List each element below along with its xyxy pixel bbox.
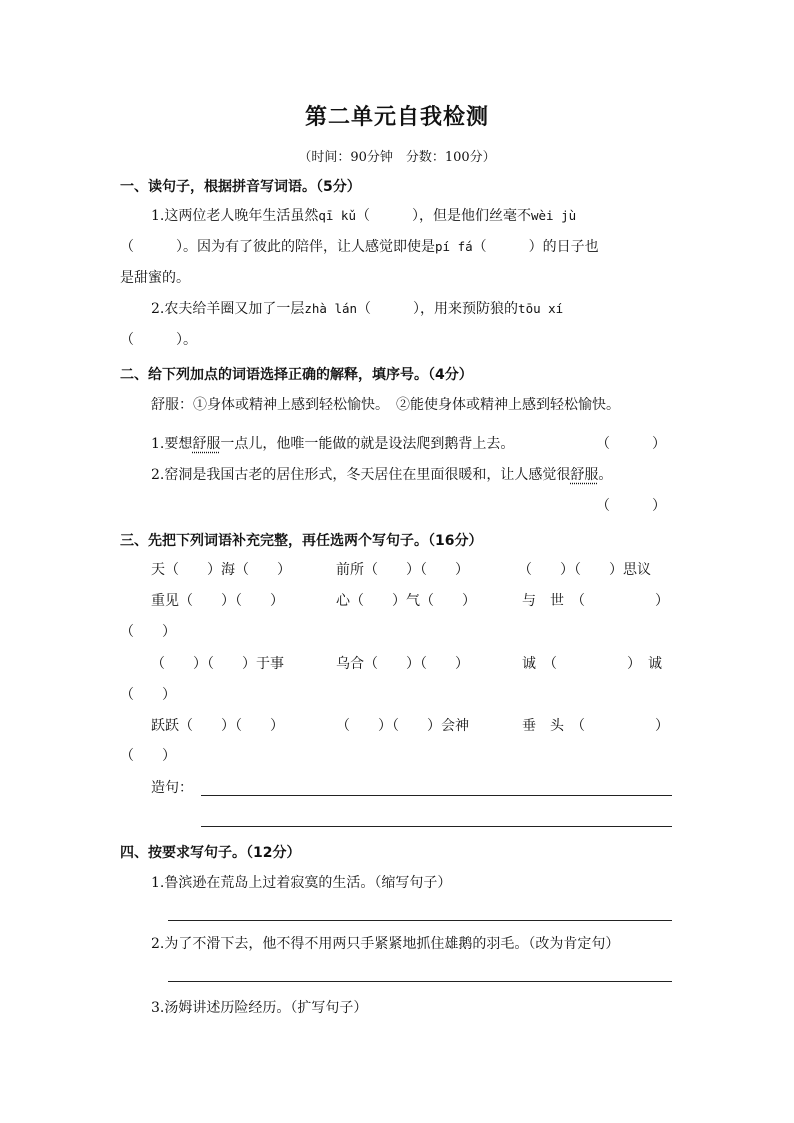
s2-q1 bbox=[151, 434, 514, 454]
s1-q2-text-b: （ ），用来预防狼的 bbox=[357, 301, 519, 317]
s2-q2-text-b: 。 bbox=[598, 467, 613, 483]
s1-q2-line1 bbox=[151, 299, 563, 319]
s1-q1-text-b: （ ），但是他们丝毫不 bbox=[356, 208, 531, 224]
s3-r1-c2: 前所（ ）（ ） bbox=[336, 562, 469, 578]
s1-q1-pinyin-1: qī kǔ bbox=[318, 208, 356, 223]
s1-q1-pinyin-2: wèi jù bbox=[531, 208, 577, 223]
s2-def-word: 舒服 bbox=[151, 397, 179, 413]
s3-r2-c2: 心（ ）气（ ） bbox=[336, 593, 476, 609]
s1-q1-text-e: 是甜蜜的。 bbox=[120, 270, 190, 286]
section-1-heading: 一、读句子，根据拼音写词语。（5分） bbox=[120, 179, 361, 195]
s4-q1: 1.鲁滨逊在荒岛上过着寂寞的生活。（缩写句子） bbox=[151, 875, 452, 891]
s2-q1-text-b: 一点儿，他唯一能做的就是设法爬到鹅背上去。 bbox=[220, 436, 515, 452]
s3-r1-c3: （ ）（ ）思议 bbox=[518, 562, 651, 578]
s3-r3-c2: 乌合（ ）（ ） bbox=[336, 656, 469, 672]
s3-r2-wrap: （ ） bbox=[120, 624, 176, 640]
s3-r1-c1: 天（ ）海（ ） bbox=[151, 562, 291, 578]
page-title: 第二单元自我检测 bbox=[304, 105, 489, 130]
s2-definition bbox=[151, 395, 620, 415]
s2-q1-answer-paren[interactable]: （ ） bbox=[596, 436, 666, 452]
s1-q2-text-a: 2.农夫给羊圈又加了一层 bbox=[151, 301, 305, 317]
s2-q2-answer-paren[interactable]: （ ） bbox=[596, 498, 666, 514]
s4-q2: 2.为了不滑下去，他不得不用两只手紧紧地抓住雄鹅的羽毛。（改为肯定句） bbox=[151, 936, 620, 952]
s1-q2-text-c: （ ）。 bbox=[120, 332, 197, 348]
s1-q1-text-d: （ ）的日子也 bbox=[472, 239, 599, 255]
s4-q1-answer-line[interactable] bbox=[168, 920, 672, 921]
s1-q2-pinyin-2: tōu xí bbox=[518, 301, 564, 316]
s3-r3-c1: （ ）（ ）于事 bbox=[151, 656, 284, 672]
s1-q1-text-a: 1.这两位老人晚年生活虽然 bbox=[151, 208, 319, 224]
page-subtitle: （时间：90分钟 分数：100分） bbox=[298, 150, 496, 165]
s3-r2-c3: 与 世 （ ） bbox=[522, 593, 669, 609]
s4-q2-answer-line[interactable] bbox=[168, 981, 672, 982]
s3-zaoju-line-1[interactable] bbox=[201, 795, 672, 796]
s1-q1-text-c: （ ）。因为有了彼此的陪伴，让人感觉即使是 bbox=[120, 239, 435, 255]
s3-r4-c3: 垂 头 （ ） bbox=[522, 718, 669, 734]
s2-q2-text-a: 2.窑洞是我国古老的居住形式，冬天居住在里面很暖和，让人感觉很 bbox=[151, 467, 571, 483]
s3-zaoju-line-2[interactable] bbox=[201, 826, 672, 827]
s2-q2 bbox=[151, 465, 612, 485]
section-3-heading: 三、先把下列词语补充完整，再任选两个写句子。（16分） bbox=[120, 533, 483, 549]
s1-q1-line2 bbox=[120, 237, 599, 257]
s2-q1-dotted-word: 舒服 bbox=[192, 436, 221, 452]
s3-r4-c2: （ ）（ ）会神 bbox=[336, 718, 469, 734]
s1-q1-line1 bbox=[151, 206, 576, 226]
s1-q1-pinyin-3: pí fá bbox=[435, 239, 473, 254]
section-4-heading: 四、按要求写句子。（12分） bbox=[120, 845, 301, 861]
s3-zaoju-label: 造句： bbox=[151, 780, 193, 796]
s2-def-options: ：①身体或精神上感到轻松愉快。 ②能使身体或精神上感到轻松愉快。 bbox=[179, 397, 620, 413]
s3-r2-c1: 重见（ ）（ ） bbox=[151, 593, 284, 609]
s1-q2-pinyin-1: zhà lán bbox=[304, 301, 358, 316]
s3-r4-c1: 跃跃（ ）（ ） bbox=[151, 718, 284, 734]
s2-q1-text-a: 1.要想 bbox=[151, 436, 193, 452]
s4-q3: 3.汤姆讲述历险经历。（扩写句子） bbox=[151, 1000, 368, 1016]
s3-r3-c3: 诚 （ ） 诚 bbox=[522, 656, 662, 672]
section-2-heading: 二、给下列加点的词语选择正确的解释，填序号。（4分） bbox=[120, 367, 473, 383]
s2-q2-dotted-word: 舒服 bbox=[570, 467, 599, 483]
s3-r3-wrap: （ ） bbox=[120, 687, 176, 703]
s3-r4-wrap: （ ） bbox=[120, 748, 176, 764]
